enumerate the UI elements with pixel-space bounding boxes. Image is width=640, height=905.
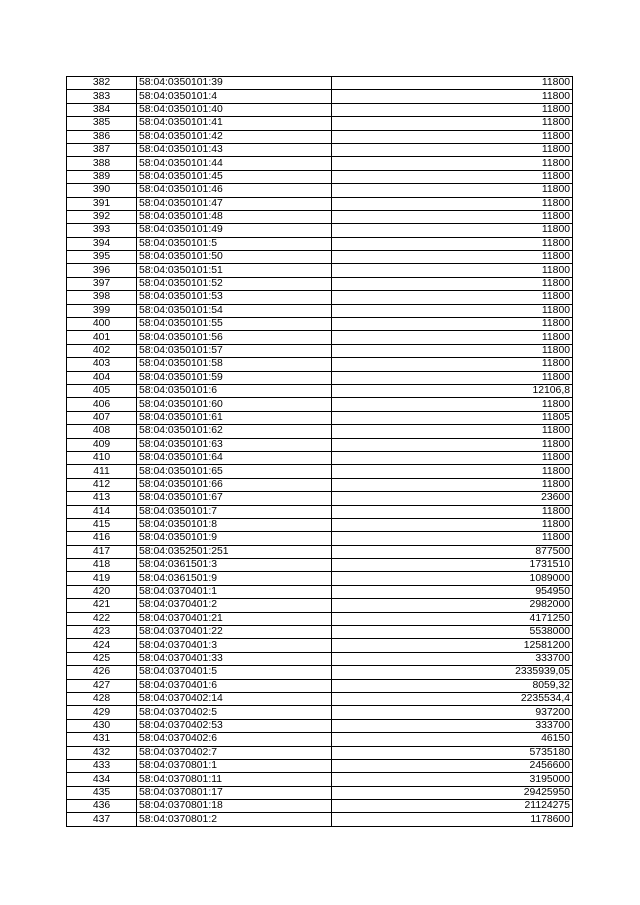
value-cell: 1178600 [332,813,573,826]
table-row [67,746,573,759]
row-number-cell: 401 [67,331,137,344]
value-cell: 5538000 [332,626,573,639]
table-row [67,210,573,223]
value-cell: 21124275 [332,800,573,813]
row-number-cell: 408 [67,425,137,438]
cadastral-number-cell: 58:04:0370402:7 [137,746,332,759]
value-cell: 333700 [332,719,573,732]
value-cell: 8059,32 [332,679,573,692]
table-row [67,599,573,612]
table-row [67,532,573,545]
cadastral-number-cell: 58:04:0350101:64 [137,451,332,464]
row-number-cell: 394 [67,237,137,250]
cadastral-number-cell: 58:04:0370402:6 [137,733,332,746]
table-row [67,384,573,397]
table-row [67,304,573,317]
cadastral-number-cell: 58:04:0350101:62 [137,425,332,438]
cadastral-number-cell: 58:04:0370401:6 [137,679,332,692]
row-number-cell: 391 [67,197,137,210]
table-row [67,733,573,746]
table-row [67,626,573,639]
cadastral-number-cell: 58:04:0350101:7 [137,505,332,518]
cadastral-number-cell: 58:04:0350101:55 [137,318,332,331]
row-number-cell: 420 [67,585,137,598]
table-row [67,666,573,679]
row-number-cell: 404 [67,371,137,384]
value-cell: 1731510 [332,559,573,572]
row-number-cell: 406 [67,398,137,411]
table-row [67,505,573,518]
table-row [67,478,573,491]
table-row [67,465,573,478]
value-cell: 11800 [332,451,573,464]
value-cell: 11800 [332,77,573,90]
table-row [67,117,573,130]
cadastral-number-cell: 58:04:0350101:66 [137,478,332,491]
value-cell: 11800 [332,197,573,210]
cadastral-number-cell: 58:04:0350101:54 [137,304,332,317]
table-row [67,545,573,558]
row-number-cell: 407 [67,411,137,424]
table-row [67,518,573,531]
value-cell: 11800 [332,143,573,156]
row-number-cell: 422 [67,612,137,625]
value-cell: 12106,8 [332,384,573,397]
row-number-cell: 416 [67,532,137,545]
value-cell: 11800 [332,117,573,130]
cadastral-number-cell: 58:04:0350101:49 [137,224,332,237]
row-number-cell: 405 [67,384,137,397]
cadastral-number-cell: 58:04:0350101:52 [137,277,332,290]
value-cell: 5735180 [332,746,573,759]
row-number-cell: 423 [67,626,137,639]
row-number-cell: 415 [67,518,137,531]
value-cell: 11800 [332,224,573,237]
table-row [67,344,573,357]
value-cell: 11800 [332,90,573,103]
cadastral-number-cell: 58:04:0370401:22 [137,626,332,639]
cadastral-number-cell: 58:04:0350101:63 [137,438,332,451]
table-row [67,786,573,799]
value-cell: 333700 [332,652,573,665]
cadastral-number-cell: 58:04:0350101:8 [137,518,332,531]
cadastral-number-cell: 58:04:0350101:42 [137,130,332,143]
row-number-cell: 389 [67,170,137,183]
row-number-cell: 397 [67,277,137,290]
row-number-cell: 402 [67,344,137,357]
table-row [67,411,573,424]
value-cell: 11800 [332,157,573,170]
cadastral-number-cell: 58:04:0350101:53 [137,291,332,304]
row-number-cell: 412 [67,478,137,491]
cadastral-number-cell: 58:04:0350101:9 [137,532,332,545]
table-body [67,77,573,827]
table-row [67,679,573,692]
value-cell: 954950 [332,585,573,598]
cadastral-number-cell: 58:04:0370401:21 [137,612,332,625]
value-cell: 3195000 [332,773,573,786]
value-cell: 23600 [332,492,573,505]
table-row [67,451,573,464]
table-row [67,291,573,304]
value-cell: 11800 [332,398,573,411]
table-row [67,77,573,90]
table-row [67,358,573,371]
value-cell: 11800 [332,277,573,290]
value-cell: 11800 [332,438,573,451]
cadastral-number-cell: 58:04:0350101:5 [137,237,332,250]
cadastral-number-cell: 58:04:0350101:47 [137,197,332,210]
table-row [67,184,573,197]
table-row [67,652,573,665]
row-number-cell: 411 [67,465,137,478]
row-number-cell: 392 [67,210,137,223]
value-cell: 11800 [332,358,573,371]
cadastral-number-cell: 58:04:0350101:48 [137,210,332,223]
table-row [67,425,573,438]
row-number-cell: 400 [67,318,137,331]
table-row [67,692,573,705]
value-cell: 46150 [332,733,573,746]
cadastral-number-cell: 58:04:0350101:59 [137,371,332,384]
table-row [67,277,573,290]
row-number-cell: 421 [67,599,137,612]
cadastral-number-cell: 58:04:0350101:41 [137,117,332,130]
row-number-cell: 409 [67,438,137,451]
cadastral-number-cell: 58:04:0370401:5 [137,666,332,679]
table-row [67,103,573,116]
cadastral-number-cell: 58:04:0350101:51 [137,264,332,277]
cadastral-number-cell: 58:04:0350101:46 [137,184,332,197]
cadastral-number-cell: 58:04:0370402:53 [137,719,332,732]
cadastral-number-cell: 58:04:0350101:4 [137,90,332,103]
table-row [67,318,573,331]
table-row [67,773,573,786]
value-cell: 11800 [332,371,573,384]
cadastral-number-cell: 58:04:0350101:43 [137,143,332,156]
cadastral-number-cell: 58:04:0350101:39 [137,77,332,90]
table-row [67,438,573,451]
row-number-cell: 431 [67,733,137,746]
table-row [67,130,573,143]
row-number-cell: 428 [67,692,137,705]
cadastral-number-cell: 58:04:0350101:67 [137,492,332,505]
table-row [67,572,573,585]
row-number-cell: 434 [67,773,137,786]
table-row [67,492,573,505]
row-number-cell: 398 [67,291,137,304]
cadastral-number-cell: 58:04:0370402:14 [137,692,332,705]
row-number-cell: 436 [67,800,137,813]
cadastral-number-cell: 58:04:0370401:33 [137,652,332,665]
value-cell: 2335939,05 [332,666,573,679]
row-number-cell: 413 [67,492,137,505]
row-number-cell: 435 [67,786,137,799]
row-number-cell: 395 [67,251,137,264]
value-cell: 11800 [332,184,573,197]
table-row [67,264,573,277]
value-cell: 11800 [332,304,573,317]
table-row [67,90,573,103]
row-number-cell: 382 [67,77,137,90]
row-number-cell: 432 [67,746,137,759]
table-row [67,719,573,732]
table-row [67,813,573,826]
row-number-cell: 388 [67,157,137,170]
value-cell: 11800 [332,505,573,518]
row-number-cell: 418 [67,559,137,572]
cadastral-number-cell: 58:04:0350101:45 [137,170,332,183]
value-cell: 11805 [332,411,573,424]
table-row [67,331,573,344]
value-cell: 2456600 [332,759,573,772]
table-row [67,559,573,572]
value-cell: 11800 [332,465,573,478]
row-number-cell: 410 [67,451,137,464]
row-number-cell: 387 [67,143,137,156]
row-number-cell: 419 [67,572,137,585]
value-cell: 1089000 [332,572,573,585]
row-number-cell: 424 [67,639,137,652]
value-cell: 11800 [332,425,573,438]
row-number-cell: 430 [67,719,137,732]
row-number-cell: 437 [67,813,137,826]
table-row [67,197,573,210]
cadastral-number-cell: 58:04:0370801:1 [137,759,332,772]
cadastral-number-cell: 58:04:0370801:18 [137,800,332,813]
cadastral-number-cell: 58:04:0370402:5 [137,706,332,719]
cadastral-number-cell: 58:04:0370801:2 [137,813,332,826]
table-row [67,800,573,813]
value-cell: 11800 [332,318,573,331]
cadastral-number-cell: 58:04:0350101:40 [137,103,332,116]
value-cell: 2235534,4 [332,692,573,705]
table-row [67,143,573,156]
row-number-cell: 390 [67,184,137,197]
row-number-cell: 396 [67,264,137,277]
value-cell: 877500 [332,545,573,558]
cadastral-number-cell: 58:04:0350101:50 [137,251,332,264]
table-row [67,585,573,598]
cadastral-number-cell: 58:04:0370801:17 [137,786,332,799]
row-number-cell: 393 [67,224,137,237]
cadastral-number-cell: 58:04:0350101:56 [137,331,332,344]
cadastral-number-cell: 58:04:0370401:1 [137,585,332,598]
value-cell: 937200 [332,706,573,719]
row-number-cell: 427 [67,679,137,692]
row-number-cell: 414 [67,505,137,518]
value-cell: 11800 [332,251,573,264]
value-cell: 2982000 [332,599,573,612]
row-number-cell: 429 [67,706,137,719]
table-row [67,612,573,625]
row-number-cell: 385 [67,117,137,130]
value-cell: 12581200 [332,639,573,652]
row-number-cell: 403 [67,358,137,371]
value-cell: 29425950 [332,786,573,799]
value-cell: 4171250 [332,612,573,625]
value-cell: 11800 [332,264,573,277]
row-number-cell: 383 [67,90,137,103]
table-row [67,706,573,719]
table-row [67,371,573,384]
row-number-cell: 426 [67,666,137,679]
cadastral-number-cell: 58:04:0352501:251 [137,545,332,558]
cadastral-number-cell: 58:04:0350101:57 [137,344,332,357]
value-cell: 11800 [332,103,573,116]
value-cell: 11800 [332,170,573,183]
cadastral-number-cell: 58:04:0350101:58 [137,358,332,371]
table-row [67,759,573,772]
cadastral-number-cell: 58:04:0350101:44 [137,157,332,170]
value-cell: 11800 [332,478,573,491]
row-number-cell: 425 [67,652,137,665]
row-number-cell: 417 [67,545,137,558]
table-row [67,398,573,411]
table-row [67,639,573,652]
cadastral-value-table [66,76,573,827]
row-number-cell: 399 [67,304,137,317]
value-cell: 11800 [332,237,573,250]
table-row [67,237,573,250]
cadastral-number-cell: 58:04:0370401:3 [137,639,332,652]
value-cell: 11800 [332,532,573,545]
row-number-cell: 433 [67,759,137,772]
row-number-cell: 384 [67,103,137,116]
cadastral-number-cell: 58:04:0350101:61 [137,411,332,424]
row-number-cell: 386 [67,130,137,143]
cadastral-number-cell: 58:04:0350101:6 [137,384,332,397]
cadastral-number-cell: 58:04:0370801:11 [137,773,332,786]
table-row [67,157,573,170]
cadastral-number-cell: 58:04:0361501:3 [137,559,332,572]
cadastral-number-cell: 58:04:0350101:65 [137,465,332,478]
cadastral-number-cell: 58:04:0361501:9 [137,572,332,585]
table-row [67,224,573,237]
value-cell: 11800 [332,210,573,223]
table-row [67,251,573,264]
cadastral-number-cell: 58:04:0350101:60 [137,398,332,411]
value-cell: 11800 [332,291,573,304]
value-cell: 11800 [332,518,573,531]
cadastral-number-cell: 58:04:0370401:2 [137,599,332,612]
value-cell: 11800 [332,130,573,143]
value-cell: 11800 [332,331,573,344]
value-cell: 11800 [332,344,573,357]
table-row [67,170,573,183]
